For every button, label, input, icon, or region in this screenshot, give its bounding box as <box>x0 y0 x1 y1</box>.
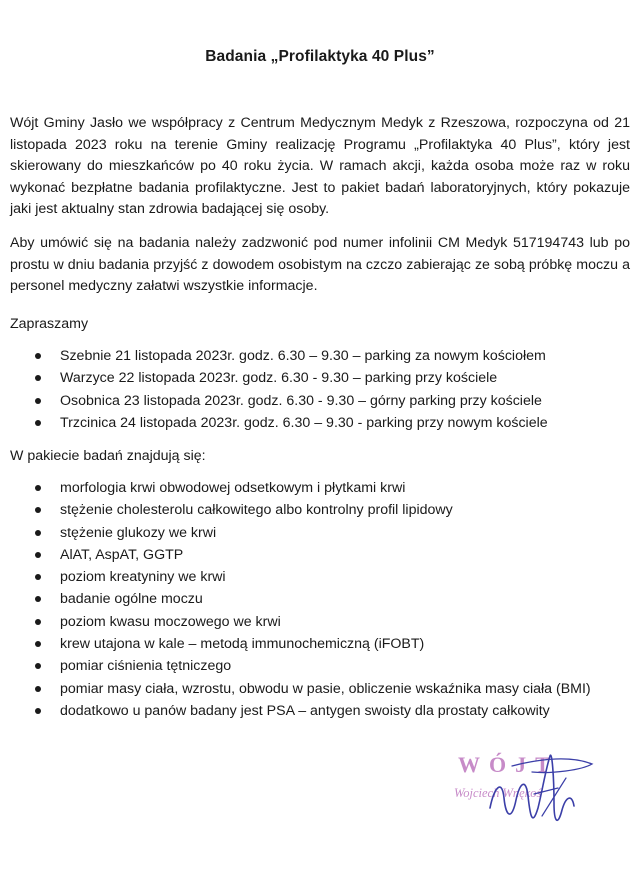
test-item: badanie ogólne moczu <box>32 588 632 610</box>
test-item: stężenie glukozy we krwi <box>32 522 632 544</box>
test-item: dodatkowo u panów badany jest PSA – antygen swoisty dla prostaty całkowity <box>32 700 632 722</box>
signature-stroke <box>490 755 574 820</box>
tests-list <box>32 477 632 722</box>
schedule-item: Trzcinica 24 listopada 2023r. godz. 6.30 – 9.30 - parking przy nowym kościele <box>32 412 632 434</box>
test-item: pomiar ciśnienia tętniczego <box>32 655 632 677</box>
intro-paragraph: Wójt Gminy Jasło we współpracy z Centrum Medycznym Medyk z Rzeszowa, rozpoczyna od 21 listopada 2023 roku na terenie Gminy realizację Programu „Profilaktyka 40 Plus”, który jest skierowany do mieszkańców po 40 roku życia. W ramach akcji, każda osoba może raz w roku wykonać bezpłatne badania profilaktyczne. Jest to pakiet badań laboratoryjnych, który pokazuje jaki jest aktualny stan zdrowia badającej się osoby. <box>10 115 630 217</box>
invite-text: Zapraszamy <box>10 316 89 332</box>
test-item: pomiar masy ciała, wzrostu, obwodu w pasie, obliczenie wskaźnika masy ciała (BMI) <box>32 678 632 700</box>
test-item: morfologia krwi obwodowej odsetkowym i płytkami krwi <box>32 477 632 499</box>
includes-heading: W pakiecie badań znajdują się: <box>10 448 206 464</box>
schedule-item: Warzyce 22 listopada 2023r. godz. 6.30 - 9.30 – parking przy kościele <box>32 367 632 389</box>
page-title: Badania „Profilaktyka 40 Plus” <box>205 48 435 65</box>
stamp-name: Wojciech Wnękoś <box>454 786 542 800</box>
schedule-item: Szebnie 21 listopada 2023r. godz. 6.30 – 9.30 – parking za nowym kościołem <box>32 345 632 367</box>
test-item: poziom kwasu moczowego we krwi <box>32 611 632 633</box>
test-item: poziom kreatyniny we krwi <box>32 566 632 588</box>
test-item: AlAT, AspAT, GGTP <box>32 544 632 566</box>
registration-paragraph: Aby umówić się na badania należy zadzwonić pod numer infolinii CM Medyk 517194743 lub po prostu w dniu badania przyjść z dowodem osobistym na czczo zabierając ze sobą próbkę moczu a personel medyczny załatwi wszystkie informacje. <box>10 235 630 294</box>
test-item: stężenie cholesterolu całkowitego albo kontrolny profil lipidowy <box>32 499 632 521</box>
schedule-list <box>32 345 632 434</box>
official-stamp <box>442 748 602 838</box>
stamp-title: WÓJT <box>458 752 559 777</box>
test-item: krew utajona w kale – metodą immunochemiczną (iFOBT) <box>32 633 632 655</box>
signature-icon <box>442 748 602 838</box>
schedule-item: Osobnica 23 listopada 2023r. godz. 6.30 - 9.30 – górny parking przy kościele <box>32 390 632 412</box>
